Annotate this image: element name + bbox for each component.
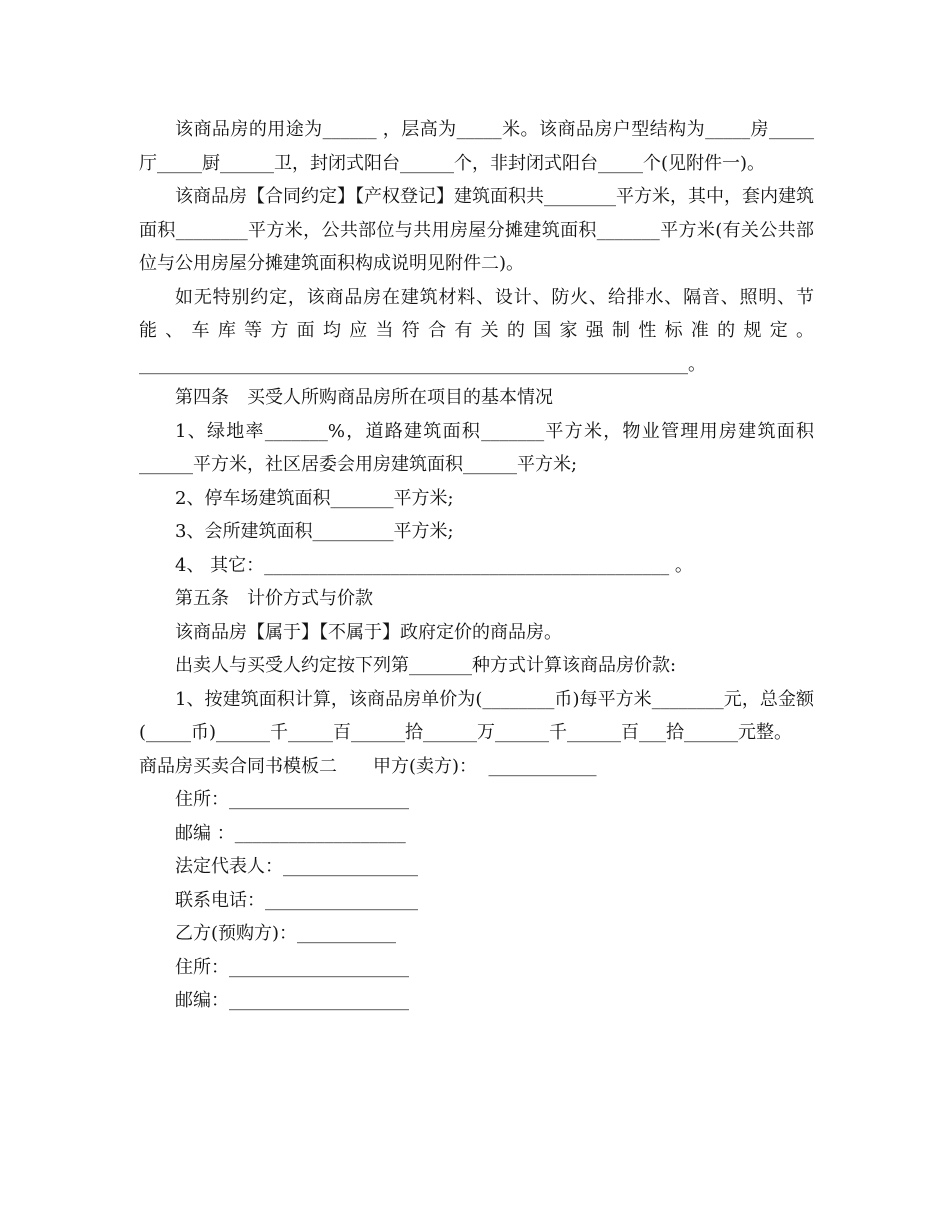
item-other: 4、 其它：_____________________________________________ 。 [175, 554, 693, 576]
article-four-heading: 第四条 买受人所购商品房所在项目的基本情况 [175, 387, 553, 408]
legal-representative-line: 法定代表人：_______________ [175, 856, 418, 877]
document-page [139, 113, 814, 1018]
seller-address-line: 住所：____________________ [175, 789, 409, 810]
pricing-type-paragraph: 该商品房【属于】【不属于】政府定价的商品房。 [175, 621, 562, 643]
pricing-method-paragraph: 出卖人与买受人约定按下列第_______种方式计算该商品房价款: [175, 655, 677, 676]
template-two-title-line: 商品房买卖合同书模板二 甲方(卖方)： ____________ [139, 755, 597, 777]
buyer-address-line: 住所：____________________ [175, 956, 409, 978]
area-paragraph: 该商品房【合同约定】【产权登记】建筑面积共________平方米，其中，套内建筑面积________平方米，公共部位与共用房屋分摊建筑面积_______平方米(有关公共部位与公用房屋分摊建筑面积构成说明见附件二)。 [139, 186, 814, 274]
item-green-rate: 1、绿地率_______%，道路建筑面积_______平方米，物业管理用房建筑面积______平方米，社区居委会用房建筑面积______平方米; [139, 420, 814, 475]
unit-price-paragraph: 1、按建筑面积计算，该商品房单价为(________币)每平方米________元，总金额(_____币)______千_____百______拾______万______千______百___拾______元整。 [139, 688, 814, 743]
buyer-postcode-line: 邮编：____________________ [175, 990, 409, 1011]
item-parking: 2、停车场建筑面积_______平方米; [175, 487, 454, 509]
article-five-heading: 第五条 计价方式与价款 [175, 588, 373, 609]
item-clubhouse: 3、会所建筑面积_________平方米; [175, 521, 454, 542]
contact-phone-line: 联系电话：_________________ [175, 889, 418, 911]
standards-paragraph: 如无特别约定，该商品房在建筑材料、设计、防火、给排水、隔音、照明、节能、车库等方面均应当符合有关的国家强制性标准的规定。_____________________________________________________________。 [139, 286, 814, 375]
buyer-line: 乙方(预购方)：___________ [175, 923, 397, 944]
usage-paragraph: 该商品房的用途为______ ，层高为_____米。该商品房户型结构为_____房_____厅_____厨______卫，封闭式阳台______个，非封闭式阳台_____个(见附件一)。 [139, 119, 814, 174]
seller-postcode-line: 邮编 ：___________________ [175, 822, 406, 844]
